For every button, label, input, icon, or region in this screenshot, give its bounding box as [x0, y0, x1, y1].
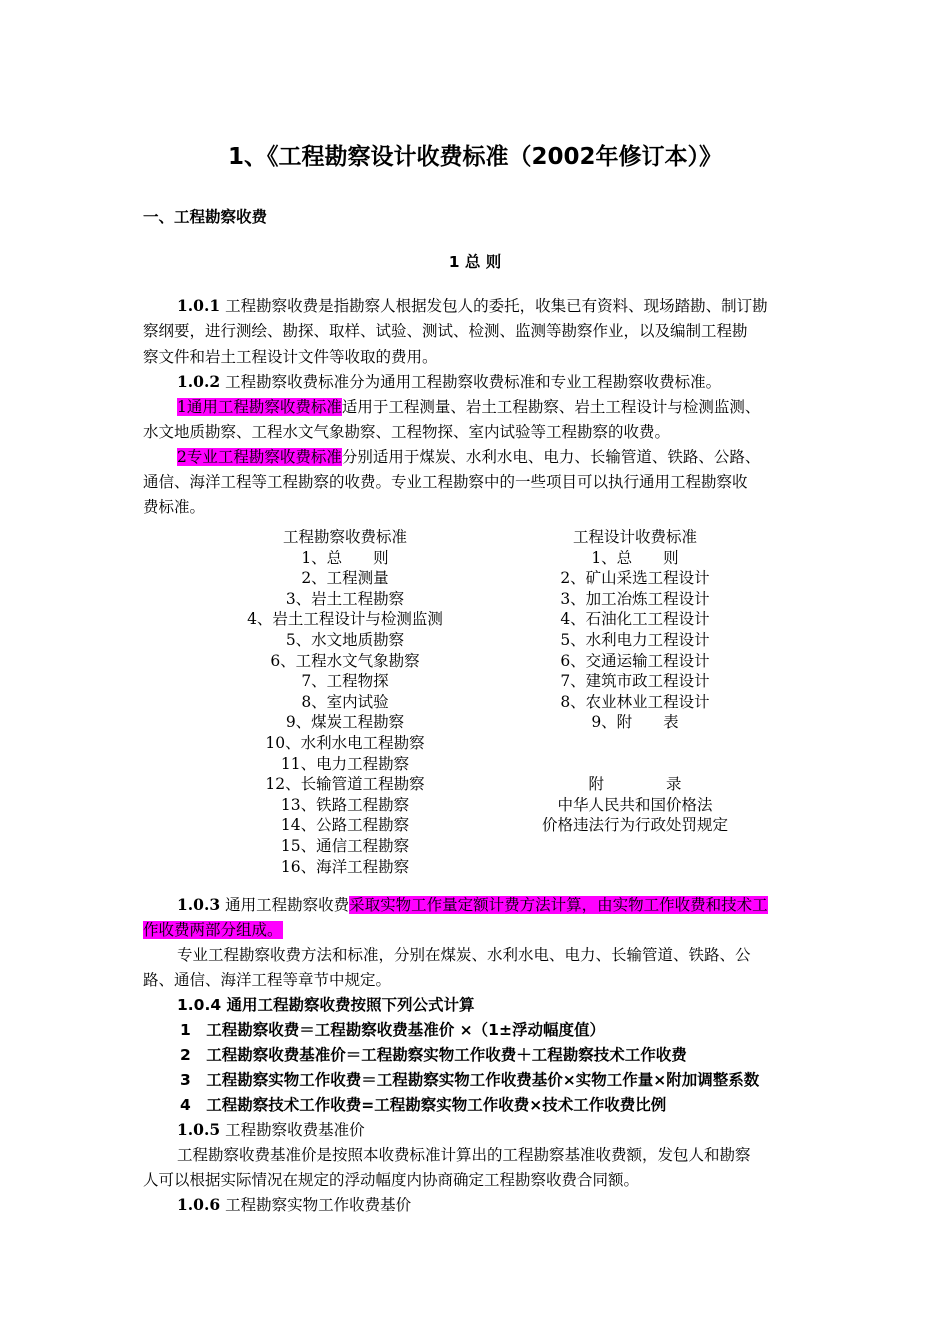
toc-left-item: 4、岩土工程设计与检测监测: [247, 610, 443, 629]
p101-line2: 察纲要，进行测绘、勘探、取样、试验、测试、检测、监测等勘察作业，以及编制工程勘: [143, 322, 748, 340]
toc-left-item: 13、铁路工程勘察: [280, 795, 410, 814]
toc-right-item: 3、加工冶炼工程设计: [560, 589, 710, 608]
p103-line1: [177, 895, 768, 915]
toc-left-item: 9、煤炭工程勘察: [285, 713, 405, 732]
p105-line2: 人可以根据实际情况在规定的浮动幅度内协商确定工程勘察收费合同额。: [143, 1171, 640, 1189]
p103-line3: 专业工程勘察收费方法和标准，分别在煤炭、水利水电、电力、长输管道、铁路、公: [177, 946, 751, 964]
item1-line2: 水文地质勘察、工程水文气象勘察、工程物探、室内试验等工程勘察的收费。: [143, 423, 671, 441]
clause-number: 1.0.2: [177, 372, 221, 391]
item1-text1: 适用于工程测量、岩土工程勘察、岩土工程设计与检测监测、: [341, 398, 761, 416]
p103-highlight2: 作收费两部分组成。: [143, 921, 283, 939]
toc-left-item: 3、岩土工程勘察: [285, 589, 405, 608]
toc-right-column: [520, 527, 750, 836]
toc-right-item: [520, 733, 750, 754]
toc-right-item: 2、矿山采选工程设计: [560, 569, 710, 588]
document-title: 1、《工程勘察设计收费标准（2002年修订本）》: [227, 144, 723, 170]
clause-number: 1.0.3: [177, 895, 221, 914]
toc-left-item: 11、电力工程勘察: [280, 754, 410, 773]
toc-right-item: 9、附 表: [591, 713, 679, 732]
p101-line1: [177, 296, 768, 316]
toc-left-item: 10、水利水电工程勘察: [265, 733, 425, 752]
section-heading: 一、工程勘察收费: [143, 208, 268, 226]
item2-line3: 费标准。: [143, 498, 206, 516]
toc-left-item: 15、通信工程勘察: [280, 836, 410, 855]
toc-left-item: 2、工程测量: [301, 569, 389, 588]
toc-right-item: 8、农业林业工程设计: [560, 692, 710, 711]
toc-right-item: 1、总 则: [591, 548, 679, 567]
formula-4: 4 工程勘察技术工作收费=工程勘察实物工作收费×技术工作收费比例: [180, 1096, 667, 1114]
item2-line1: [177, 447, 760, 467]
p105-head-text: 工程勘察收费基准价: [225, 1121, 365, 1139]
p106-heading: [177, 1195, 411, 1215]
toc-left-item: 16、海洋工程勘察: [280, 857, 410, 876]
clause-number: 1.0.5: [177, 1120, 221, 1139]
toc-right-item: 4、石油化工工程设计: [560, 610, 710, 629]
toc-right-item: 工程设计收费标准: [572, 528, 697, 546]
toc-left-column: [230, 527, 460, 877]
p102-line: [177, 372, 721, 392]
item2-line2: 通信、海洋工程等工程勘察的收费。专业工程勘察中的一些项目可以执行通用工程勘察收: [143, 473, 748, 491]
toc-left-item: 5、水文地质勘察: [285, 630, 405, 649]
clause-number: 1.0.1: [177, 296, 221, 315]
p105-heading: [177, 1120, 365, 1140]
p101-line3: 察文件和岩土工程设计文件等收取的费用。: [143, 348, 438, 366]
toc-right-item: [520, 754, 750, 775]
toc-right-item: 中华人民共和国价格法: [557, 795, 713, 814]
p104-heading: 1.0.4 通用工程勘察收费按照下列公式计算: [177, 996, 475, 1014]
toc-right-item: 7、建筑市政工程设计: [560, 672, 710, 691]
p105-line1: 工程勘察收费基准价是按照本收费标准计算出的工程勘察基准收费额，发包人和勘察: [177, 1146, 751, 1164]
item2-highlight: 2专业工程勘察收费标准: [177, 448, 342, 466]
toc-right-item: 附 录: [588, 775, 682, 794]
toc-left-item: 工程勘察收费标准: [282, 528, 407, 546]
clause-number: 1.0.6: [177, 1195, 221, 1214]
item2-text1: 分别适用于煤炭、水利水电、电力、长输管道、铁路、公路、: [341, 448, 761, 466]
p103-pre: 通用工程勘察收费: [225, 896, 350, 914]
toc-left-item: 12、长输管道工程勘察: [265, 775, 425, 794]
p103-highlight1: 采取实物工作量定额计费方法计算，由实物工作收费和技术工: [349, 896, 768, 914]
formula-3: 3 工程勘察实物工作收费＝工程勘察实物工作收费基价×实物工作量×附加调整系数: [180, 1071, 760, 1089]
toc-right-item: 6、交通运输工程设计: [560, 651, 710, 670]
p103-line4: 路、通信、海洋工程等章节中规定。: [143, 971, 392, 989]
toc-left-item: 6、工程水文气象勘察: [270, 651, 420, 670]
item1-line1: [177, 397, 760, 417]
toc-left-item: 8、室内试验: [301, 692, 389, 711]
item1-highlight: 1通用工程勘察收费标准: [177, 398, 342, 416]
toc-right-item: 价格违法行为行政处罚规定: [541, 816, 728, 835]
p101-text1: 工程勘察收费是指勘察人根据发包人的委托，收集已有资料、现场踏勘、制订勘: [225, 297, 768, 315]
formula-2: 2 工程勘察收费基准价＝工程勘察实物工作收费＋工程勘察技术工作收费: [180, 1046, 687, 1064]
formula-1: 1 工程勘察收费＝工程勘察收费基准价 ×（1±浮动幅度值）: [180, 1021, 605, 1039]
p103-line2: [143, 920, 283, 940]
toc-left-item: 14、公路工程勘察: [280, 816, 410, 835]
toc-right-item: 5、水利电力工程设计: [560, 630, 710, 649]
chapter-heading: 1 总 则: [448, 253, 502, 271]
toc-left-item: 1、总 则: [301, 548, 389, 567]
p102-text: 工程勘察收费标准分为通用工程勘察收费标准和专业工程勘察收费标准。: [225, 373, 722, 391]
toc-left-item: 7、工程物探: [301, 672, 389, 691]
p106-head-text: 工程勘察实物工作收费基价: [225, 1196, 412, 1214]
